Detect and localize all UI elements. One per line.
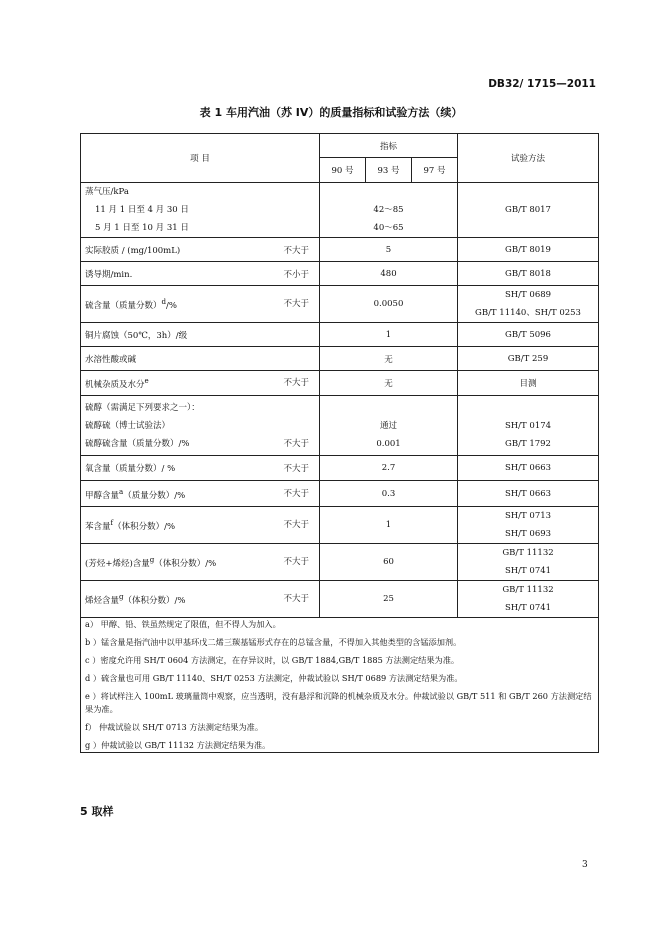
vapor-pressure-value: 42～85 40～65 (320, 183, 458, 238)
footnote-g: g ）仲裁试验以 GB/T 11132 方法测定结果为准。 (85, 740, 271, 750)
quality-spec-table (80, 133, 599, 753)
footnote-a: a） 甲醇、铅、铁虽然规定了限值，但不得人为加入。 (85, 619, 281, 629)
footnote-f: f） 仲裁试验以 SH/T 0713 方法测定结果为准。 (85, 722, 264, 732)
table-row (81, 371, 599, 396)
benzene-method: SH/T 0713 SH/T 0693 (458, 507, 599, 544)
vapor-pressure-label: 蒸气压/kPa 11 月 1 日至 4 月 30 日 5 月 1 日至 10 月 31 日 (81, 183, 320, 238)
table-row (81, 183, 599, 238)
gum-label: 实际胶质 / (mg/100mL) 不大于 (81, 238, 320, 262)
header-item: 项 目 (81, 134, 320, 183)
acid-label: 水溶性酸或碱 (81, 347, 320, 371)
table-title: 表 1 车用汽油（苏 IV）的质量指标和试验方法（续） (199, 106, 463, 119)
table-row (81, 238, 599, 262)
induction-method: GB/T 8018 (458, 262, 599, 286)
table-row (81, 481, 599, 507)
oxygen-value: 2.7 (320, 456, 458, 481)
copper-label: 铜片腐蚀（50℃，3h）/级 (81, 323, 320, 347)
impurity-label: 机械杂质及水分$^e$ 不大于 (81, 371, 320, 396)
methanol-label: 甲醇含量$^a$（质量分数）/% 不大于 (81, 481, 320, 507)
page-number: 3 (582, 860, 588, 870)
oxygen-label: 氧含量（质量分数）/ % 不大于 (81, 456, 320, 481)
header-grade-93: 93 号 (366, 158, 412, 183)
header-grade-97: 97 号 (412, 158, 458, 183)
oxygen-method: SH/T 0663 (458, 456, 599, 481)
gum-method: GB/T 8019 (458, 238, 599, 262)
methanol-method: SH/T 0663 (458, 481, 599, 507)
olefin-label: 烯烃含量$^g$（体积分数）/% 不大于 (81, 581, 320, 618)
table-row (81, 396, 599, 456)
gum-value: 5 (320, 238, 458, 262)
table-row (81, 507, 599, 544)
table-row (81, 456, 599, 481)
table-notes-row (81, 618, 599, 753)
table-row (81, 286, 599, 323)
mercaptan-method: SH/T 0174 GB/T 1792 (458, 396, 599, 456)
table-row (81, 581, 599, 618)
olefin-value: 25 (320, 581, 458, 618)
benzene-label: 苯含量$^f$（体积分数）/% 不大于 (81, 507, 320, 544)
methanol-value: 0.3 (320, 481, 458, 507)
table-row (81, 262, 599, 286)
section-heading: 5 取样 (80, 805, 114, 818)
acid-method: GB/T 259 (458, 347, 599, 371)
header-index: 指标 (320, 134, 458, 158)
copper-method: GB/T 5096 (458, 323, 599, 347)
copper-value: 1 (320, 323, 458, 347)
induction-label: 诱导期/min. 不小于 (81, 262, 320, 286)
table-notes (81, 618, 599, 753)
footnote-c: c ）密度允许用 SH/T 0604 方法测定，在存异议时，以 GB/T 1884,GB/T 1885 方法测定结果为准。 (85, 655, 460, 665)
footnote-b: b ）锰含量是指汽油中以甲基环戊二烯三羰基锰形式存在的总锰含量，不得加入其他类型的含锰添加剂。 (85, 637, 462, 647)
document-code: DB32/ 1715—2011 (488, 78, 596, 90)
impurity-value: 无 (320, 371, 458, 396)
header-method: 试验方法 (458, 134, 599, 183)
aromatic-label: (芳烃+烯烃)含量$^g$（体积分数）/% 不大于 (81, 544, 320, 581)
induction-value: 480 (320, 262, 458, 286)
benzene-value: 1 (320, 507, 458, 544)
sulfur-value: 0.0050 (320, 286, 458, 323)
aromatic-method: GB/T 11132 SH/T 0741 (458, 544, 599, 581)
footnote-d: d ）硫含量也可用 GB/T 11140、SH/T 0253 方法测定，仲裁试验以 SH/T 0689 方法测定结果为准。 (85, 673, 463, 683)
table-row (81, 544, 599, 581)
table-row (81, 323, 599, 347)
footnote-e: e ）将试样注入 100mL 玻璃量筒中观察，应当透明，没有悬浮和沉降的机械杂质及水分。仲裁试验以 GB/T 511 和 GB/T 260 方法测定结果为准。 (85, 691, 592, 714)
vapor-pressure-method: GB/T 8017 (458, 183, 599, 238)
impurity-method: 目测 (458, 371, 599, 396)
sulfur-label: 硫含量（质量分数）$^d$/% 不大于 (81, 286, 320, 323)
mercaptan-label: 硫醇（需满足下列要求之一）： 硫醇硫（博士试验法） 硫醇硫含量（质量分数）/% 不大于 (81, 396, 320, 456)
olefin-method: GB/T 11132 SH/T 0741 (458, 581, 599, 618)
aromatic-value: 60 (320, 544, 458, 581)
acid-value: 无 (320, 347, 458, 371)
table-row (81, 347, 599, 371)
sulfur-method: SH/T 0689 GB/T 11140、SH/T 0253 (458, 286, 599, 323)
header-grade-90: 90 号 (320, 158, 366, 183)
mercaptan-value: 通过 0.001 (320, 396, 458, 456)
